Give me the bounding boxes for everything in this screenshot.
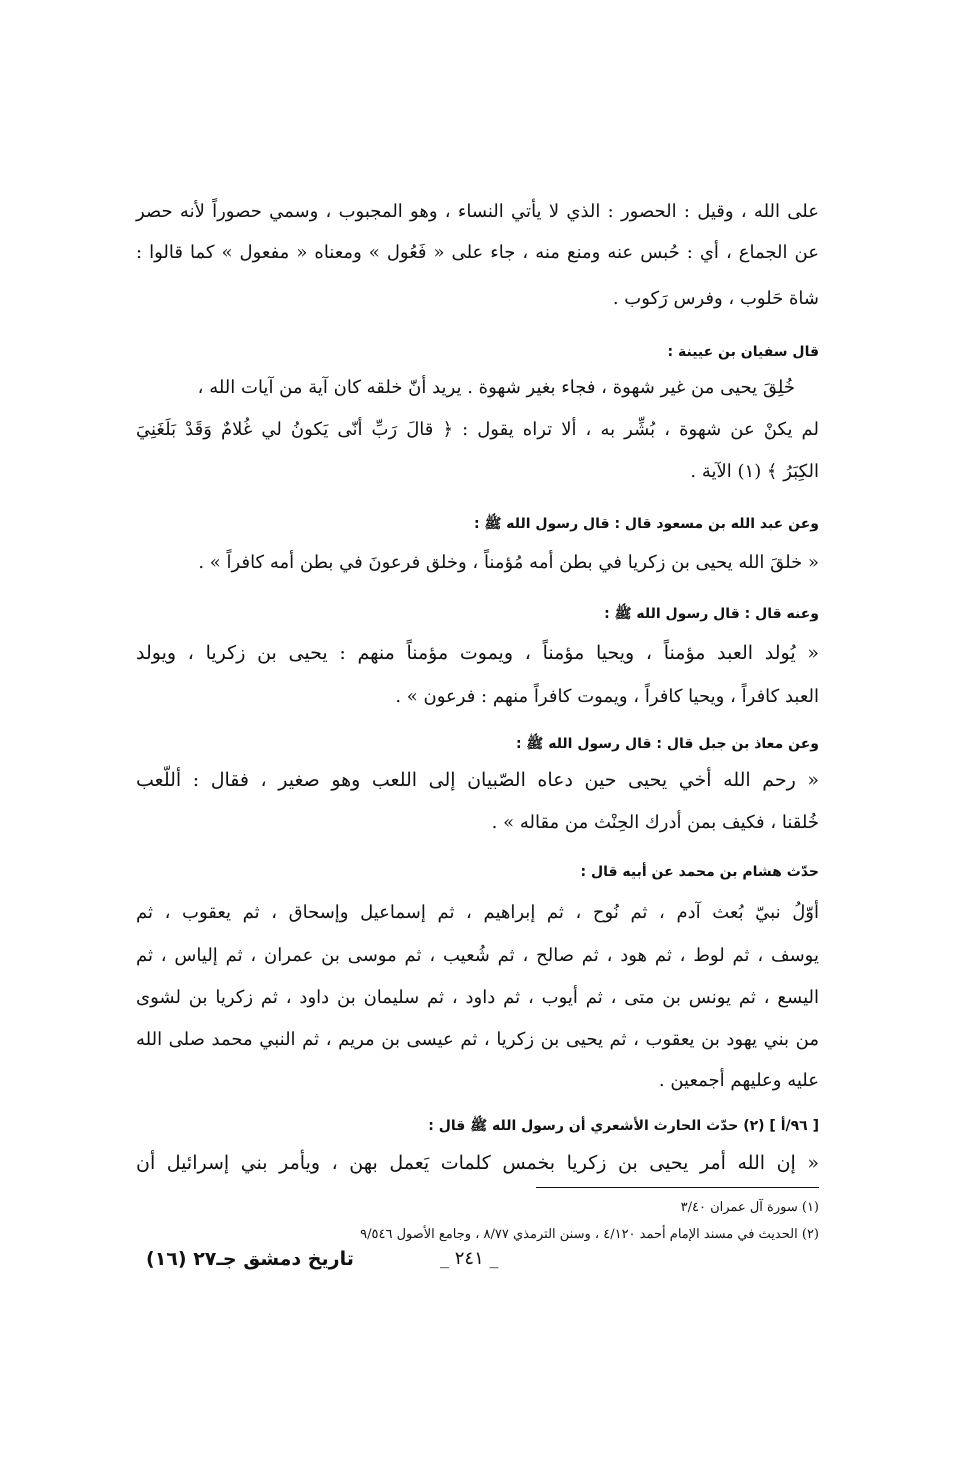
footnote: (١) سورة آل عمران ٣/٤٠ — [680, 1200, 819, 1215]
footnote: (٢) الحديث في مسند الإمام أحمد ٤/١٢٠ ، وسنن الترمذي ٨/٧٧ ، وجامع الأصول ٩/٥٤٦ — [360, 1227, 819, 1242]
text-line: « خلقَ الله يحيى بن زكريا في بطن أمه مُؤمناً ، وخلق فرعونَ في بطن أمه كافراً » . — [198, 552, 819, 573]
text-line: العبد كافراً ، ويحيا كافراً ، ويموت كافراً منهم : فرعون » . — [395, 686, 819, 707]
text-line: خُلِقَ يحيى من غير شهوة ، فجاء بغير شهوة . يريد أنّ خلقه كان آية من آيات الله ، — [197, 377, 795, 398]
text-line: عن الجماع ، أي : حُبس عنه ومنع منه ، جاء على « فَعُول » ومعناه « مفعول » كما قالوا : — [136, 242, 819, 263]
running-footer-title: تاريخ دمشق جـ٢٧ (١٦) — [146, 1248, 354, 1270]
text-line: الكِبَرُ ﴾ (١) الآية . — [690, 461, 819, 482]
text-line: على الله ، وقيل : الحصور : الذي لا يأتي النساء ، وهو المجبوب ، وسمي حصوراً لأنه حصر — [136, 201, 819, 222]
page-number: _ ٢٤١ _ — [440, 1248, 499, 1269]
text-line: عليه وعليهم أجمعين . — [658, 1070, 819, 1091]
text-line: « رحم الله أخي يحيى حين دعاه الصّبيان إلى اللعب وهو صغير ، فقال : أللّعب — [136, 769, 819, 791]
text-line: يوسف ، ثم لوط ، ثم هود ، ثم صالح ، ثم شُعيب ، ثم موسى بن عمران ، ثم إلياس ، ثم — [136, 945, 819, 966]
section-heading: قال سفيان بن عيينة : — [667, 344, 819, 360]
section-heading: وعنه قال : قال رسول الله ﷺ : — [604, 606, 819, 622]
text-line: اليسع ، ثم يونس بن متى ، ثم أيوب ، ثم داود ، ثم سليمان بن داود ، ثم زكريا بن لشوى — [136, 987, 819, 1008]
section-heading: وعن معاذ بن جبل قال : قال رسول الله ﷺ : — [515, 736, 819, 752]
footnote-divider — [536, 1187, 819, 1188]
text-line: شاة حَلوب ، وفرس رَكوب . — [612, 288, 819, 309]
text-line: لم يكنْ عن شهوة ، بُشِّر به ، ألا تراه يقول : ﴿ قالَ رَبِّ أنّى يَكونُ لي غُلامٌ وَقَدْ بَلَغَنِيَ — [136, 419, 819, 440]
text-line: أوّلُ نبيّ بُعث آدم ، ثم نُوح ، ثم إبراهيم ، ثم إسماعيل وإسحاق ، ثم يعقوب ، ثم — [136, 902, 819, 923]
section-heading: [ ٩٦/أ ] (٢) حدّث الحارث الأشعري أن رسول الله ﷺ قال : — [428, 1118, 819, 1134]
text-line: من بني يهود بن يعقوب ، ثم يحيى بن زكريا ، ثم عيسى بن مريم ، ثم النبي محمد صلى الله — [136, 1029, 819, 1050]
section-heading: وعن عبد الله بن مسعود قال : قال رسول الله ﷺ : — [473, 516, 819, 532]
text-line: « يُولد العبد مؤمناً ، ويحيا مؤمناً ، ويموت مؤمناً منهم : يحيى بن زكريا ، ويولد — [136, 642, 819, 664]
section-heading: حدّث هشام بن محمد عن أبيه قال : — [580, 864, 819, 880]
text-line: خُلقنا ، فكيف بمن أدرك الحِنْث من مقاله » . — [491, 812, 819, 833]
text-line: « إن الله أمر يحيى بن زكريا بخمس كلمات يَعمل بهن ، ويأمر بني إسرائيل أن — [136, 1152, 819, 1174]
